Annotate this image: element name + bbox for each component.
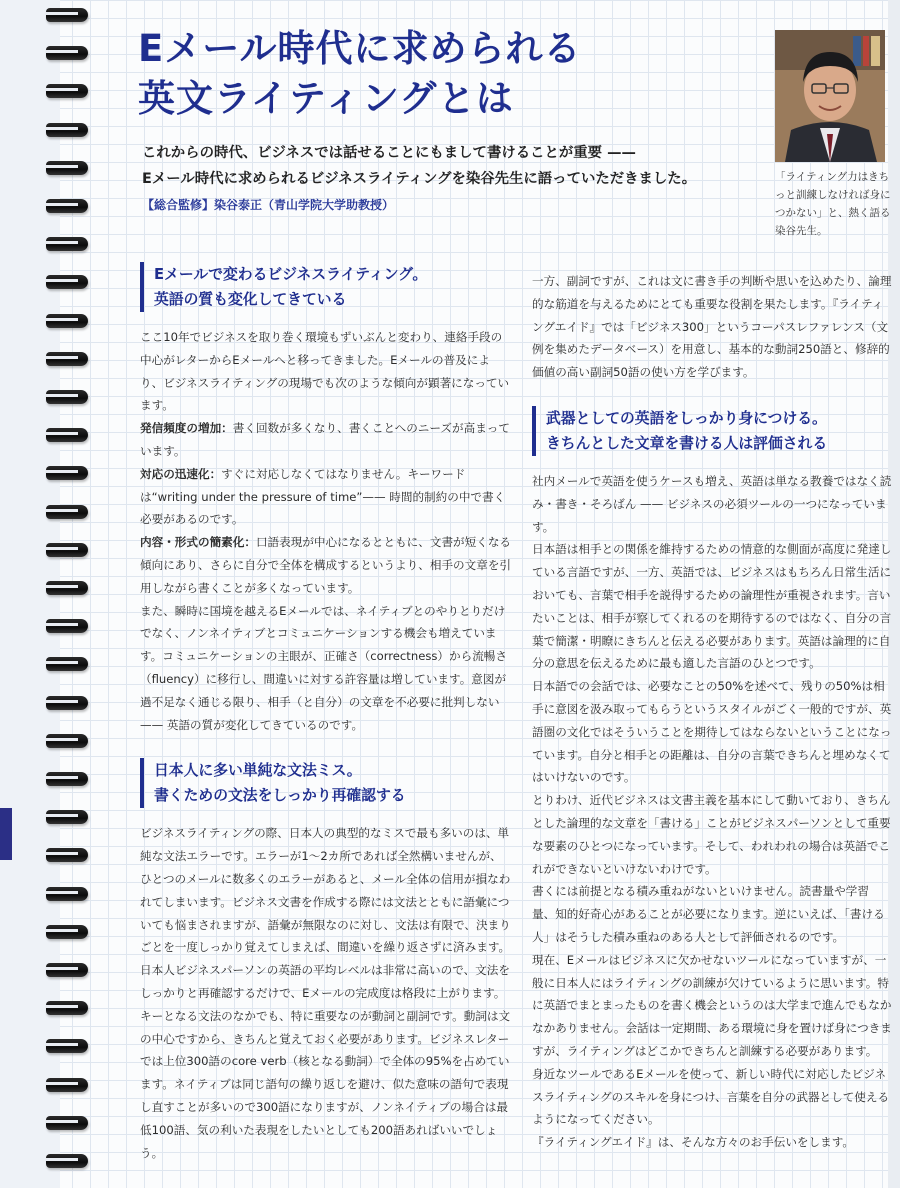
binding-ring <box>46 466 88 480</box>
binding-ring <box>46 314 88 328</box>
title-line-2: 英文ライティングとは <box>138 77 514 120</box>
binding-ring <box>46 390 88 404</box>
heading-line: 英語の質も変化してきている <box>154 291 347 308</box>
paragraph: 現在、Eメールはビジネスに欠かせないツールになっていますが、一般に日本人にはライティングの訓練が欠けているように思います。特に英語でまとまったものを書く機会というのは大学まで進んでもなかなかありません。会話は一定期間、ある環境に身を置けば身につきますが、ライティングはどこかできちんと訓練する必要があります。 <box>532 952 892 1058</box>
lead-line-2: Eメール時代に求められるビジネスライティングを染谷先生に語っていただきました。 <box>142 171 697 187</box>
section-heading-grammar <box>140 758 512 808</box>
term-text: 口語表現が中心になるとともに、文書が短くなる傾向にあり、さらに自分で全体を構成するというより、相手の文章を引用しながら書くことが多くなっています。 <box>140 535 512 595</box>
binding-ring <box>46 887 88 901</box>
heading-line: Eメールで変わるビジネスライティング。 <box>154 266 428 283</box>
paragraph: 日本語は相手との関係を維持するための情意的な側面が高度に発達している言語ですが、一方、英語では、ビジネスはもちろん日常生活においても、言葉で相手を説得するための論理性が重視されます。言いたいことは、相手が察してくれるのを期待するのではなく、自分の言葉で簡潔・明瞭にきちんと伝える必要があります。英語は論理的に自分の意思を伝えるために最も適した言語のひとつです。 <box>532 542 892 671</box>
binding-ring <box>46 696 88 710</box>
binding-ring <box>46 428 88 442</box>
paragraph: 身近なツールであるEメールを使って、新しい時代に対応したビジネスライティングのスキルを身につけ、言葉を自分の武器として使えるようになってください。 <box>532 1066 890 1127</box>
binding-ring <box>46 123 88 137</box>
lead-text <box>142 140 762 192</box>
portrait-illustration <box>775 30 885 162</box>
binding-ring <box>46 1154 88 1168</box>
heading-line: きちんとした文章を書ける人は評価される <box>546 434 828 452</box>
term-text: すぐに対応しなくてはなりません。キーワードは“writing under the pressure of time”—— 時間的制約の中で書く必要があるのです。 <box>140 466 506 527</box>
paragraph <box>140 463 512 531</box>
binding-ring <box>46 925 88 939</box>
supervisor-label: 【総合監修】 <box>142 198 215 212</box>
term-label: 内容・形式の簡素化： <box>140 535 256 550</box>
binding-ring <box>46 1078 88 1092</box>
photo-caption: 「ライティング力はきちっと訓練しなければ身につかない」と、熱く語る染谷先生。 <box>775 171 891 237</box>
binding-ring <box>46 1116 88 1130</box>
section-heading-english-weapon <box>532 406 892 456</box>
binding-ring <box>46 1039 88 1053</box>
paragraph <box>140 417 512 463</box>
paragraph: 『ライティングエイド』は、そんな方々のお手伝いをします。 <box>532 1135 854 1150</box>
section-heading-email-writing <box>140 262 512 312</box>
paragraph: 日本語での会話では、必要なことの50%を述べて、残りの50%は相手に意図を汲み取ってもらうというスタイルがごく一般的ですが、英語圏の文化ではそういうことを期待してはならないということになっています。自分と相手との距離は、自分の言葉できちんと埋めなくてはいけないのです。 <box>532 679 892 785</box>
spiral-binding <box>0 0 60 1188</box>
portrait-photo <box>775 30 885 162</box>
binding-ring <box>46 161 88 175</box>
binding-ring <box>46 848 88 862</box>
binding-ring <box>46 772 88 786</box>
binding-ring <box>46 275 88 289</box>
binding-ring <box>46 84 88 98</box>
binding-ring <box>46 352 88 366</box>
paragraph: キーとなる文法のなかでも、特に重要なのが動詞と副詞です。動詞は文の中心ですから、きちんと覚えておく必要があります。ビジネスレターでは上位300語のcore verb（核となる動詞）で全体の95%を占めています。ネイティブは同じ語句の繰り返しを避け、似た意味の語句で表現し直すことが多いので300語になりますが、ノンネイティブの場合は最低100語、気の利いた表現をしたいとしても200語あればいいでしょう。 <box>140 1008 511 1160</box>
binding-ring <box>46 734 88 748</box>
paragraph: ここ10年でビジネスを取り巻く環境もずいぶんと変わり、連絡手段の中心がレターからEメールへと移ってきました。Eメールの普及により、ビジネスライティングの現場でも次のような傾向が顕著になっています。 <box>140 330 510 413</box>
binding-ring <box>46 963 88 977</box>
paragraph: また、瞬時に国境を越えるEメールでは、ネイティブとのやりとりだけでなく、ノンネイティブとコミュニケーションする機会も増えています。コミュニケーションの主眼が、正確さ（correctness）から流暢さ（fluency）に移行し、間違いに対する許容量は増しています。意図が過不足なく通じる限り、相手（と自分）の文章を不必要に批判しない —— 英語の質が変化してきているのです。 <box>140 603 507 732</box>
supervisor-credit <box>142 196 394 213</box>
binding-ring <box>46 543 88 557</box>
binding-ring <box>46 199 88 213</box>
page-title <box>138 24 582 124</box>
heading-line: 武器としての英語をしっかり身につける。 <box>546 409 827 427</box>
binding-ring <box>46 237 88 251</box>
binding-ring <box>46 8 88 22</box>
paragraph: ビジネスライティングの際、日本人の典型的なミスで最も多いのは、単純な文法エラーです。エラーが1〜2カ所であれば全然構いませんが、ひとつのメールに数多くのエラーがあると、メール全体の信用が損なわれてしまいます。ビジネス文書を作成する際には文法とともに語彙についても悩まされますが、語彙が無限なのに対し、文法は有限で、決まりごとを一度しっかり覚えてしまえば、間違いを繰り返さずに済みます。日本人ビジネスパーソンの英語の平均レベルは非常に高いので、文法をしっかりと再確認するだけで、Eメールの完成度は格段に上がります。 <box>140 826 511 1000</box>
paragraph: とりわけ、近代ビジネスは文書主義を基本にして動いており、きちんとした論理的な文章を「書ける」ことがビジネスパーソンとして重要な要素のひとつになっています。そして、われわれの場合は英語でこれができないといけないわけです。 <box>532 793 891 876</box>
binding-ring <box>46 505 88 519</box>
left-column <box>140 262 512 1164</box>
binding-ring <box>46 581 88 595</box>
right-column <box>532 270 892 1154</box>
supervisor-name: 染谷泰正（青山学院大学助教授） <box>214 198 395 212</box>
binding-ring <box>46 1001 88 1015</box>
binding-ring <box>46 619 88 633</box>
paragraph <box>140 531 512 599</box>
term-text: 書く回数が多くなり、書くことへのニーズが高まっています。 <box>140 421 510 458</box>
heading-line: 日本人に多い単純な文法ミス。 <box>154 762 362 780</box>
paragraph: 書くには前提となる積み重ねがないといけません。読書量や学習量、知的好奇心があることが必要になります。逆にいえば、「書ける人」はそうした積み重ねのある人として評価されるのです。 <box>532 884 885 944</box>
term-label: 対応の迅速化： <box>140 466 222 481</box>
section-tab-marker <box>0 808 12 860</box>
lead-line-1: これからの時代、ビジネスでは話せることにもまして書けることが重要 —— <box>142 145 636 161</box>
heading-line: 書くための文法をしっかり再確認する <box>154 787 406 805</box>
binding-ring <box>46 46 88 60</box>
paragraph: 社内メールで英語を使うケースも増え、英語は単なる教養ではなく読み・書き・そろばん —— ビジネスの必須ツールの一つになっています。 <box>532 473 892 534</box>
term-label: 発信頻度の増加： <box>140 421 233 436</box>
binding-ring <box>46 657 88 671</box>
title-line-1: Eメール時代に求められる <box>138 27 582 70</box>
binding-ring <box>46 810 88 824</box>
paragraph: 一方、副詞ですが、これは文に書き手の判断や思いを込めたり、論理的な筋道を与えるためにとても重要な役割を果たします。『ライティングエイド』では「ビジネス300」というコーパスレファレンス（文例を集めたデータベース）を用意し、基本的な動詞250語と、修辞的価値の高い副詞50語の使い方を学びます。 <box>532 274 892 380</box>
